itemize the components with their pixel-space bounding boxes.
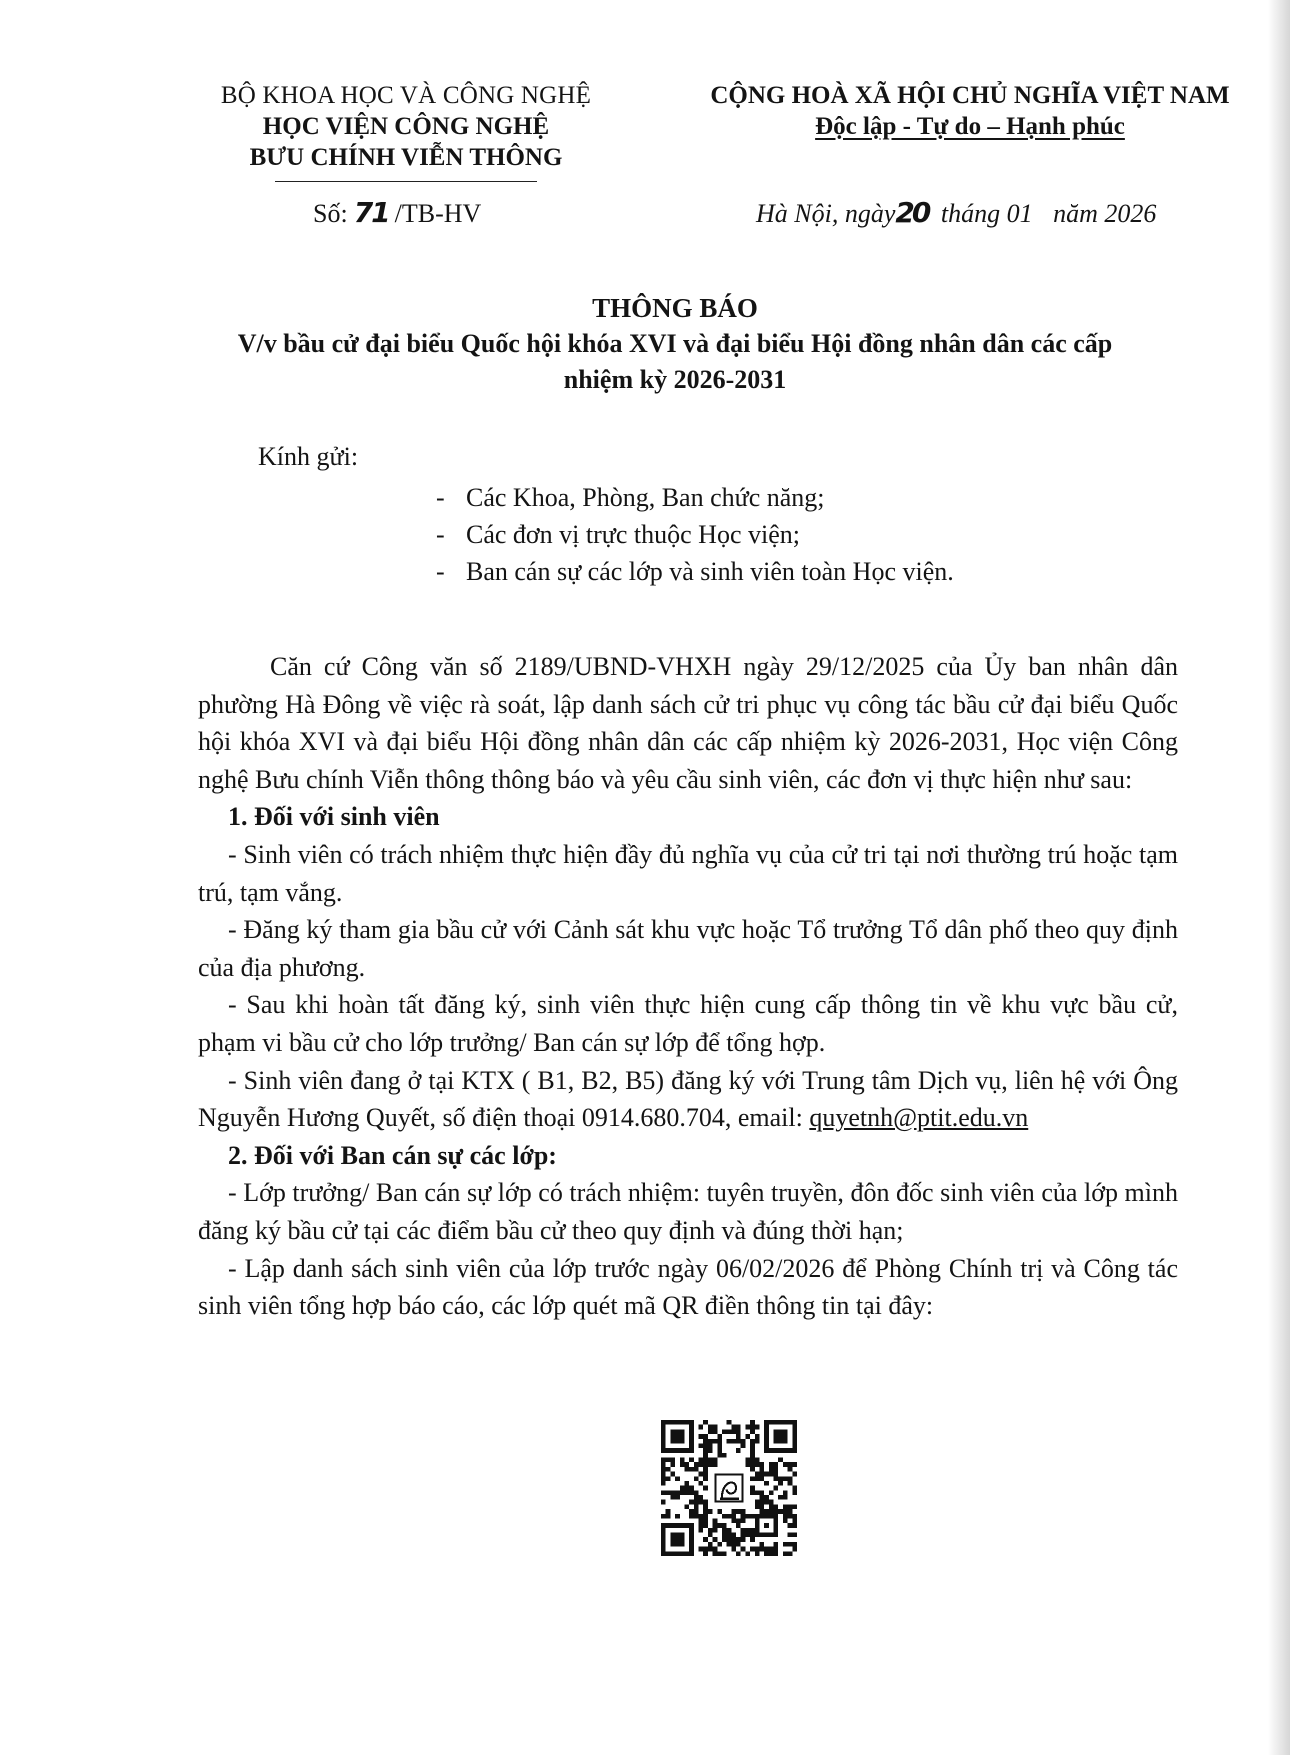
title-subject-line2: nhiệm kỳ 2026-2031 xyxy=(563,365,787,394)
recipients-block xyxy=(258,438,954,590)
date-year-label: năm xyxy=(1053,199,1098,228)
national-motto: Độc lập - Tự do – Hạnh phúc xyxy=(815,113,1125,140)
title-subject-line1: V/v bầu cử đại biểu Quốc hội khóa XVI và đại biểu Hội đồng nhân dân các cấp xyxy=(237,329,1113,358)
header-divider xyxy=(275,181,537,182)
section-2-item: - Lập danh sách sinh viên của lớp trước ngày 06/02/2026 để Phòng Chính trị và Công tác sinh viên tổng hợp báo cáo, các lớp quét mã QR điền thông tin tại đây: xyxy=(198,1253,1178,1321)
national-header xyxy=(690,80,1250,142)
section-1-item-dormitory: - Sinh viên đang ở tại KTX ( B1, B2, B5) đăng ký với Trung tâm Dịch vụ, liên hệ với Ông Nguyễn Hương Quyết, số điện thoại 0914.680.704, email: quyetnh@ptit.edu.vn xyxy=(198,1065,1178,1133)
recipient-item: - Các Khoa, Phòng, Ban chức năng; xyxy=(436,483,825,512)
section-1-item: - Đăng ký tham gia bầu cử với Cảnh sát khu vực hoặc Tổ trưởng Tổ dân phố theo quy định của địa phương. xyxy=(198,915,1178,982)
institute-name-line2: BƯU CHÍNH VIỄN THÔNG xyxy=(249,144,563,171)
recipient-item: - Ban cán sự các lớp và sinh viên toàn Học viện. xyxy=(436,557,954,586)
document-title xyxy=(150,290,1200,398)
document-body xyxy=(198,648,1178,1325)
country-name: CỘNG HOÀ XÃ HỘI CHỦ NGHĨA VIỆT NAM xyxy=(710,82,1230,109)
date-month-label: tháng xyxy=(940,199,1001,228)
recipients-label: Kính gửi: xyxy=(258,442,359,471)
doc-number-prefix: Số: xyxy=(313,199,348,228)
date-place: Hà Nội, ngày xyxy=(756,199,896,228)
section-1-item: - Sinh viên có trách nhiệm thực hiện đầy đủ nghĩa vụ của cử tri tại nơi thường trú hoặc tạm trú, tạm vắng. xyxy=(198,839,1178,907)
doc-number-suffix: /TB-HV xyxy=(394,199,482,228)
qr-code-icon[interactable] xyxy=(661,1420,797,1556)
recipient-item: - Các đơn vị trực thuộc Học viện; xyxy=(436,520,800,549)
ministry-name: BỘ KHOA HỌC VÀ CÔNG NGHỆ xyxy=(220,82,592,109)
recipients-list xyxy=(258,479,954,590)
doc-number-handwritten: 71 xyxy=(353,196,389,229)
title-main: THÔNG BÁO xyxy=(592,293,758,323)
section-2-item: - Lớp trưởng/ Ban cán sự lớp có trách nhiệm: tuyên truyền, đôn đốc sinh viên của lớp mình đăng ký bầu cử tại các điểm bầu cử theo quy định và đúng thời hạn; xyxy=(198,1178,1178,1245)
institute-name-line1: HỌC VIỆN CÔNG NGHỆ xyxy=(262,113,550,140)
section-2-heading: 2. Đối với Ban cán sự các lớp: xyxy=(228,1140,557,1170)
issuer-header xyxy=(196,80,616,182)
document-number xyxy=(313,196,481,229)
section-1-item: - Sau khi hoàn tất đăng ký, sinh viên thực hiện cung cấp thông tin về khu vực bầu cử, phạm vi bầu cử cho lớp trưởng/ Ban cán sự lớp để tổng hợp. xyxy=(198,990,1178,1057)
section-1-heading: 1. Đối với sinh viên xyxy=(228,802,440,832)
date-line xyxy=(756,196,1156,229)
page-edge-shadow xyxy=(1268,0,1290,1755)
contact-email-link[interactable]: quyetnh@ptit.edu.vn xyxy=(809,1103,1029,1133)
date-month: 01 xyxy=(1006,199,1033,228)
date-year: 2026 xyxy=(1104,199,1157,228)
intro-paragraph: Căn cứ Công văn số 2189/UBND-VHXH ngày 29/12/2025 của Ủy ban nhân dân phường Hà Đông về việc rà soát, lập danh sách cử tri phục vụ công tác bầu cử đại biểu Quốc hội khóa XVI và đại biểu Hội đồng nhân dân các cấp nhiệm kỳ 2026-2031, Học viện Công nghệ Bưu chính Viễn thông thông báo và yêu cầu sinh viên, các đơn vị thực hiện như sau: xyxy=(198,652,1178,794)
date-day-handwritten: 20 xyxy=(895,196,929,229)
